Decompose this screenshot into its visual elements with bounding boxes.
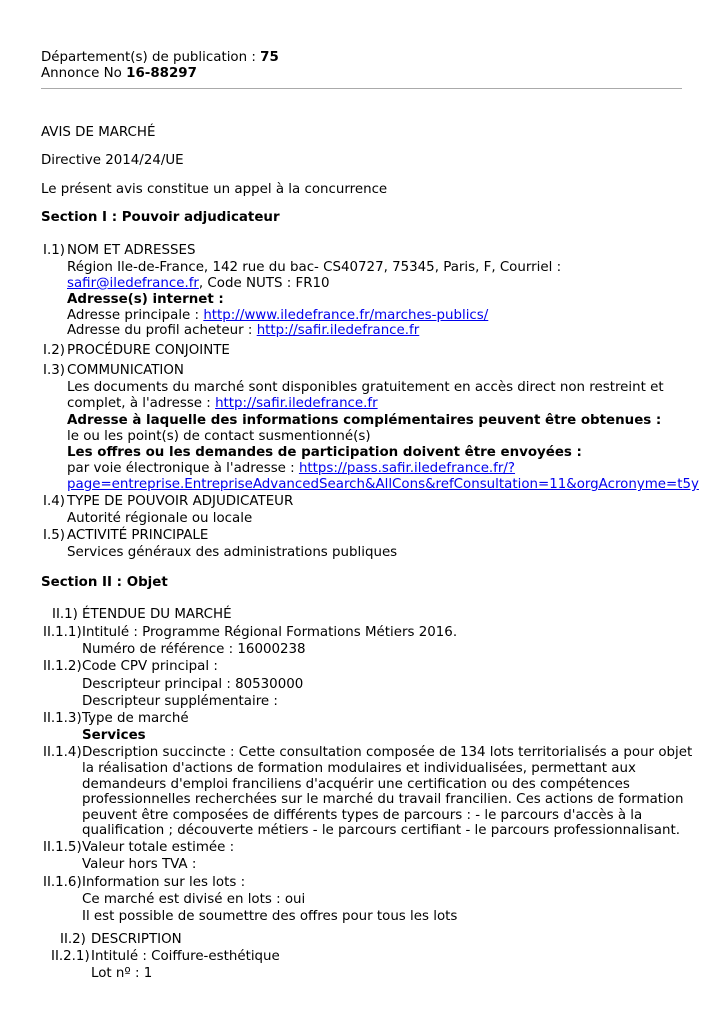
i1-number: I.1) [43, 243, 65, 258]
ii16-divided: Ce marché est divisé en lots : oui [82, 892, 306, 907]
announcement-number: Annonce No 16-88297 [41, 66, 197, 81]
internet-heading: Adresse(s) internet : [67, 292, 224, 307]
documents-link[interactable]: http://safir.iledefrance.fr [215, 396, 378, 411]
i1-email-line: safir@iledefrance.fr, Code NUTS : FR10 [67, 276, 330, 291]
i5-title: ACTIVITÉ PRINCIPALE [67, 528, 209, 543]
info-heading: Adresse à laquelle des informations complémentaires peuvent être obtenues : [67, 413, 662, 428]
ii13-number: II.1.3) [43, 711, 82, 726]
ii14-line: demandeurs d'emploi franciliens d'acquérir une certification ou des compétences [82, 777, 630, 792]
ii11-number: II.1.1) [43, 625, 82, 640]
notice-type: AVIS DE MARCHÉ [41, 125, 156, 140]
ii13-title: Type de marché [82, 711, 189, 726]
ii15-number: II.1.5) [43, 840, 82, 855]
section-2-title: Section II : Objet [41, 575, 168, 590]
i1-address: Région Ile-de-France, 142 rue du bac- CS40727, 75345, Paris, F, Courriel : [67, 260, 562, 275]
ii21-lot: Lot nº : 1 [91, 966, 153, 981]
ii12-main-descriptor: Descripteur principal : 80530000 [82, 677, 304, 692]
offers-link-part-2[interactable]: page=entreprise.EntrepriseAdvancedSearch&AllCons&refConsultation=11&orgAcronyme=t5y [67, 477, 699, 492]
header-divider [41, 88, 682, 89]
ii1-title: ÉTENDUE DU MARCHÉ [82, 607, 232, 622]
ii21-number: II.2.1) [51, 949, 90, 964]
offers-link-line-2 [67, 477, 699, 493]
ii13-value: Services [82, 728, 146, 743]
documents-line-1: Les documents du marché sont disponibles gratuitement en accès direct non restreint et [67, 380, 664, 395]
ii16-number: II.1.6) [43, 875, 82, 890]
i5-number: I.5) [43, 528, 65, 543]
info-value: le ou les point(s) de contact susmentionné(s) [67, 429, 371, 444]
offers-heading: Les offres ou les demandes de participation doivent être envoyées : [67, 445, 582, 460]
ii16-title: Information sur les lots : [82, 875, 246, 890]
i4-title: TYPE DE POUVOIR ADJUDICATEUR [67, 494, 294, 509]
ii21-title: Intitulé : Coiffure-esthétique [91, 949, 280, 964]
ii1-number: II.1) [52, 607, 78, 622]
ii14-line: Description succincte : Cette consultation composée de 134 lots territorialisés a pour objet [82, 745, 693, 760]
i3-number: I.3) [43, 363, 65, 378]
i2-number: I.2) [43, 343, 65, 358]
i3-title: COMMUNICATION [67, 363, 184, 378]
ii14-line: la réalisation d'actions de formation modulaires et individualisées, permettant aux [82, 761, 636, 776]
documents-line-2: complet, à l'adresse : http://safir.iledefrance.fr [67, 396, 378, 411]
buyer-profile-line: Adresse du profil acheteur : http://safir.iledefrance.fr [67, 323, 420, 338]
ii14-number: II.1.4) [43, 745, 82, 760]
ii14-line: professionnelles recherchées sur le marché du travail francilien. Ces actions de formation [82, 792, 684, 807]
section-1-title: Section I : Pouvoir adjudicateur [41, 210, 280, 225]
i4-value: Autorité régionale ou locale [67, 511, 253, 526]
directive: Directive 2014/24/UE [41, 153, 184, 168]
ii15-value: Valeur hors TVA : [82, 857, 197, 872]
ii11-title: Intitulé : Programme Régional Formations Métiers 2016. [82, 625, 458, 640]
main-address-line: Adresse principale : http://www.iledefrance.fr/marches-publics/ [67, 308, 489, 323]
offers-line: par voie électronique à l'adresse : https://pass.safir.iledefrance.fr/? [67, 461, 516, 476]
ii14-line: peuvent être composées de différents types de parcours : - le parcours d'accès à la [82, 808, 643, 823]
ii16-all-lots: Il est possible de soumettre des offres pour tous les lots [82, 909, 458, 924]
offers-link-part-1[interactable]: https://pass.safir.iledefrance.fr/? [298, 461, 516, 476]
ii12-number: II.1.2) [43, 659, 82, 674]
email-link[interactable]: safir@iledefrance.fr [67, 276, 199, 291]
ii11-reference: Numéro de référence : 16000238 [82, 642, 306, 657]
department-value: 75 [260, 50, 279, 65]
main-address-link[interactable]: http://www.iledefrance.fr/marches-publics/ [203, 308, 489, 323]
ii2-title: DESCRIPTION [91, 932, 182, 947]
announcement-value: 16-88297 [126, 66, 197, 81]
buyer-profile-link[interactable]: http://safir.iledefrance.fr [256, 323, 420, 338]
i5-value: Services généraux des administrations publiques [67, 545, 398, 560]
notice-statement: Le présent avis constitue un appel à la concurrence [41, 182, 388, 197]
publication-department: Département(s) de publication : 75 [41, 50, 279, 65]
ii14-line: qualification ; découverte métiers - le parcours certifiant - le parcours professionnalisant. [82, 823, 680, 838]
ii2-number: II.2) [60, 932, 86, 947]
i4-number: I.4) [43, 494, 65, 509]
ii15-title: Valeur totale estimée : [82, 840, 235, 855]
i2-title: PROCÉDURE CONJOINTE [67, 343, 230, 358]
i1-title: NOM ET ADRESSES [67, 243, 196, 258]
ii12-extra-descriptor: Descripteur supplémentaire : [82, 694, 278, 709]
ii12-title: Code CPV principal : [82, 659, 218, 674]
